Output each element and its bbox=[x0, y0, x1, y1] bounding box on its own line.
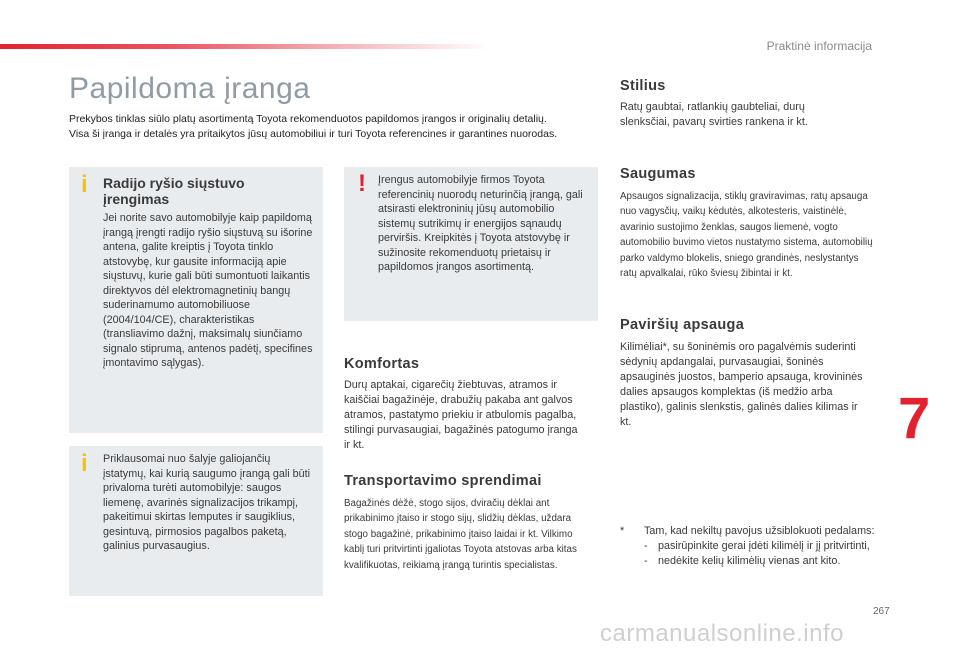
warning-box-text: Įrengus automobilyje firmos Toyota referencinių nuorodų neturinčią įrangą, gali atsirasti elektroninių jūsų automobilio sistemų sutrikimų ir energijos sąnaudų perviršis. Kreipkitės į Toyota atstovybę ir sužinosite rekomenduotų prietaisų ir papildomos įrangos asortimentą. bbox=[378, 174, 583, 273]
section-title-komfortas: Komfortas bbox=[344, 356, 420, 372]
country-box-text: Priklausomai nuo šalyje galiojančių įstatymų, kai kurią saugumo įrangą gali būti privaloma turėti automobilyje: saugos liemenę, avarinės signalizacijos trikampį, pakeitimui skirtas lemputes ir saugiklius, gesintuvą, pirmosios pagalbos paketą, galinius purvasaugius. bbox=[103, 453, 311, 552]
warning-box bbox=[344, 167, 598, 321]
warning-icon: ! bbox=[358, 170, 366, 197]
list-item-text: nedėkite kelių kilimėlių vienas ant kito. bbox=[658, 555, 841, 567]
footnote-text: Tam, kad nekiltų pavojus užsiblokuoti pedalams: bbox=[644, 525, 875, 537]
section-title-saugumas: Saugumas bbox=[620, 166, 696, 182]
chapter-number: 7 bbox=[898, 386, 931, 451]
info-icon: i bbox=[81, 450, 88, 477]
section-text-saugumas: Apsaugos signalizacija, stiklų graviravimas, ratų apsauga nuo vagysčių, vaikų kėdutės, alkotesteris, vaistinėlė, avarinio sustojimo ženklas, saugos liemenė, vogto automobilio buvimo vietos nustatymo sistema, automobilių parko valdymo blokelis, sniego grandinės, neslystantys ratų apvalkalai, rūko šviesų žibintai ir kt. bbox=[620, 191, 873, 280]
radio-box-text: Jei norite savo automobilyje kaip papildomą įrangą įrengti radijo ryšio siųstuvą su išorine antena, galite kreiptis į Toyota tinklo atstovybę, kur gausite informaciją apie siųstuvų, kurie gali būti sumontuoti laikantis direktyvos dėl elektromagnetinių bangų suderinamumo automobiliuose (2004/104/CE), charakteristikas (transliavimo dažnį, maksimalų siunčiamo signalo stiprumą, antenos padėtį, specifines įmontavimo sąlygas). bbox=[103, 212, 313, 369]
footnote-star: * bbox=[620, 525, 625, 537]
footnote-list bbox=[644, 539, 900, 569]
page-number: 267 bbox=[873, 606, 890, 617]
section-title-pavirsiu: Paviršių apsauga bbox=[620, 317, 745, 333]
section-header: Praktinė informacija bbox=[766, 39, 872, 53]
intro-text bbox=[69, 112, 609, 141]
footnote-intro bbox=[620, 524, 900, 539]
section-text-stilius: Ratų gaubtai, ratlankių gaubteliai, durų slenksčiai, pavarų svirties rankena ir kt. bbox=[620, 101, 808, 128]
radio-box-title: Radijo ryšio siųstuvo įrengimas bbox=[103, 175, 245, 207]
section-text-pavirsiu: Kilimėliai*, su šoninėmis oro pagalvėmis suderinti sėdynių apdangalai, purvasaugiai, šoninės apsauginės juostos, bamperio apsauga, krovininės dalies apsaugos komplektas (iš medžio arba plastiko), galinis slenkstis, galinės dalies kilimas ir kt. bbox=[620, 341, 863, 428]
intro-line-1: Prekybos tinklas siūlo platų asortimentą Toyota rekomenduotos papildomos įrangos ir originalių detalių. bbox=[69, 113, 547, 125]
section-title-stilius: Stilius bbox=[620, 78, 666, 94]
info-icon: i bbox=[81, 171, 88, 198]
list-item bbox=[644, 554, 900, 569]
section-text-transport: Bagažinės dėžė, stogo sijos, dviračių dėklai ant prikabinimo įtaiso ir stogo sijų, slidžių dėklas, uždara stogo bagažinė, prikabinimo įtaiso laidai ir kt. Vilkimo kablį turi pritvirtinti įgaliotas Toyota atstovas arba kitas kvalifikuotas, reikiamą įrangą turintis specialistas. bbox=[344, 498, 577, 571]
list-item-text: pasirūpinkite gerai įdėti kilimėlį ir jį pritvirtinti, bbox=[658, 540, 870, 552]
top-accent-bar bbox=[0, 44, 490, 49]
list-dash: - bbox=[644, 555, 648, 567]
section-text-komfortas: Durų aptakai, cigarečių žiebtuvas, atramos ir kaiščiai bagažinėje, drabužių pakaba ant galvos atramos, pastatymo priekiu ir atbulomis pagalba, stilingi purvasaugiai, bagažinės patogumo įranga ir kt. bbox=[344, 379, 578, 451]
radio-info-box bbox=[69, 167, 323, 433]
footnote bbox=[620, 524, 900, 569]
watermark: carmanualsonline.info bbox=[600, 620, 844, 647]
country-info-box bbox=[69, 446, 323, 596]
section-title-transport: Transportavimo sprendimai bbox=[344, 473, 542, 489]
intro-line-2: Visa ši įranga ir detalės yra pritaikytos jūsų automobiliui ir turi Toyota referencines ir garantines nuorodas. bbox=[69, 127, 558, 140]
list-item bbox=[644, 539, 900, 554]
page-title: Papildoma įranga bbox=[69, 72, 311, 105]
list-dash: - bbox=[644, 540, 648, 552]
